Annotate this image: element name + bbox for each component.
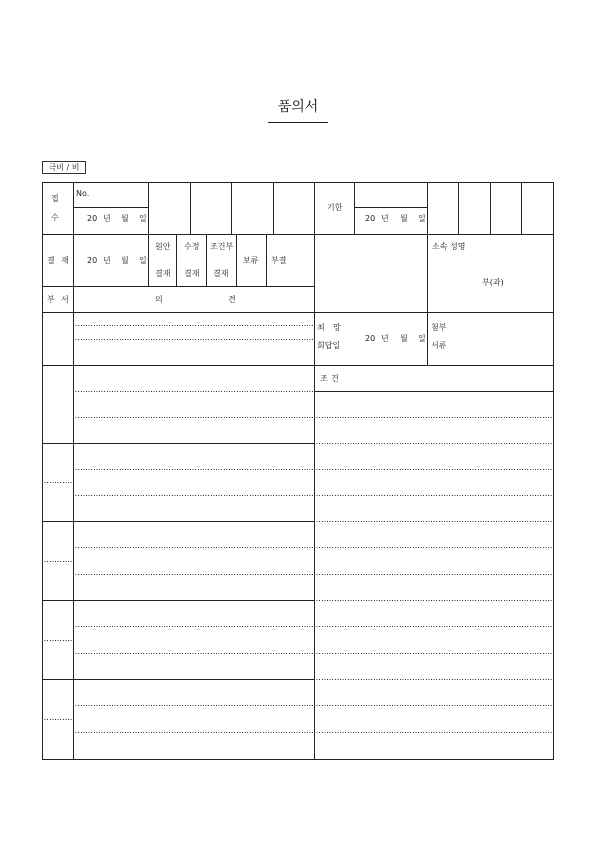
receipt-day: 일 [139,214,147,223]
option-hold: 보류 [243,256,259,265]
final-date-day: 일 [418,334,426,343]
security-classification-label: 극비 / 비 [42,161,86,174]
attachment-label-1: 첨부 [431,323,447,332]
option-modified-1: 수정 [184,242,200,251]
affiliation-label: 소속 성명 [432,242,466,251]
option-original-1: 원안 [155,242,171,251]
approval-year-prefix: 20 [87,256,98,265]
approval-year: 년 [103,256,111,265]
department-label-1: 부 [47,295,55,304]
receipt-year: 년 [103,214,111,223]
deadline-month: 월 [400,214,408,223]
final-date-year: 년 [381,334,389,343]
final-date-label-1b: 망 [333,323,341,332]
option-conditional-1: 조건부 [210,242,234,251]
final-date-label-1a: 최 [317,323,325,332]
conditions-label-1: 조 [320,374,328,383]
approval-label-2: 재 [61,256,69,265]
deadline-year: 년 [381,214,389,223]
final-date-month: 월 [400,334,408,343]
final-date-year-prefix: 20 [365,334,376,343]
receipt-month: 월 [121,214,129,223]
receipt-label-1: 접 [51,194,59,203]
conditions-label-2: 건 [331,374,339,383]
receipt-no-label: No. [76,189,90,198]
option-original-2: 결재 [155,269,171,278]
option-conditional-2: 결재 [213,269,229,278]
page-title: 품의서 [277,99,319,115]
option-modified-2: 결재 [184,269,200,278]
receipt-year-prefix: 20 [87,214,98,223]
department-label-2: 서 [61,295,69,304]
affiliation-dept-suffix: 부(과) [482,278,504,287]
opinion-label-2: 견 [228,295,236,304]
final-date-label-2: 회답일 [317,341,341,350]
opinion-label-1: 의 [155,295,163,304]
option-reject: 부결 [271,256,287,265]
attachment-label-2: 서류 [431,341,447,350]
approval-month: 월 [121,256,129,265]
deadline-year-prefix: 20 [365,214,376,223]
approval-day: 일 [139,256,147,265]
receipt-label-2: 수 [51,213,59,222]
approval-label-1: 결 [47,256,55,265]
deadline-day: 일 [418,214,426,223]
deadline-label: 기한 [327,203,343,212]
